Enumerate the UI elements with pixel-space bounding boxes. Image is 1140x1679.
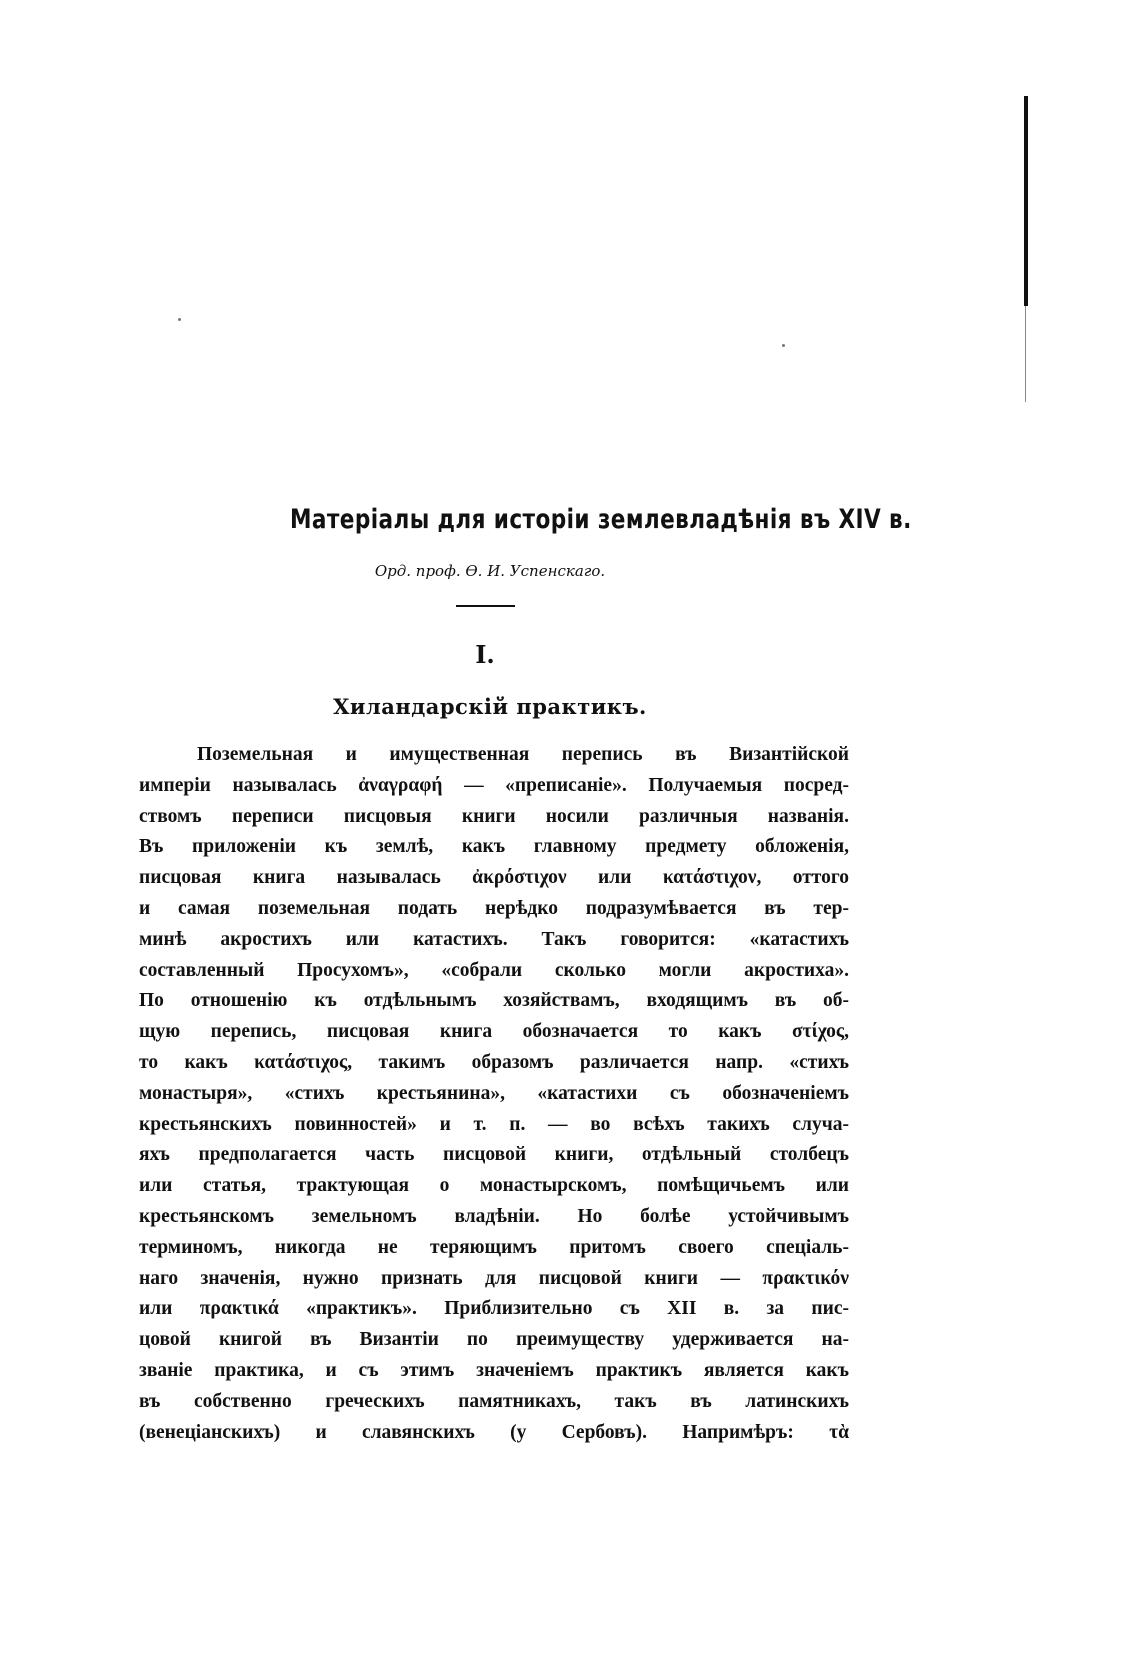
paragraph-line: Въ приложеніи къ землѣ, какъ главному предмету обложенія, [139,836,849,858]
paragraph-line: крестьянскихъ повинностей» и т. п. — во всѣхъ такихъ случа- [139,1113,849,1135]
paragraph-line: яхъ предполагается часть писцовой книги, отдѣльный столбецъ [139,1144,849,1166]
paragraph-line: или статья, трактующая о монастырскомъ, помѣщичьемъ или [139,1175,849,1197]
paragraph-line: ствомъ переписи писцовыя книги носили различныя названія. [139,805,849,827]
paragraph-line: (венеціанскихъ) и славянскихъ (у Сербовъ). Напримѣръ: τὰ [139,1421,849,1443]
paragraph-line: въ собственно греческихъ памятникахъ, такъ въ латинскихъ [139,1390,849,1412]
scan-speck [782,344,785,347]
paragraph-line: По отношенію къ отдѣльнымъ хозяйствамъ, входящимъ въ об- [139,990,849,1012]
paragraph-line: писцовая книга называлась ἀκρόστιχον или κατάστιχον, оттого [139,867,849,889]
paragraph-line: терминомъ, никогда не теряющимъ притомъ своего спеціаль- [139,1236,849,1258]
paragraph-line: минѣ акростихъ или катастихъ. Такъ говорится: «катастихъ [139,928,849,950]
paragraph-line: то какъ κατάστιχος, такимъ образомъ различается напр. «стихъ [139,1051,849,1073]
paragraph-line: Поземельная и имущественная перепись въ Византійской [197,744,849,765]
paragraph-line: щую перепись, писцовая книга обозначается то какъ στίχος, [139,1021,849,1043]
binding-edge-line [1025,306,1026,402]
section-number: I. [475,640,495,669]
paragraph-line: монастыря», «стихъ крестьянина», «катастихи съ обозначеніемъ [139,1082,849,1104]
page-title: Матеріалы для исторіи землевладѣнія въ XIV в. [290,504,912,535]
paragraph-line: имперіи называлась ἀναγραφή — «преписаніе». Получаемыя посред- [139,774,849,796]
title-divider [456,605,515,607]
paragraph-line: наго значенія, нужно признать для писцовой книги — πρακτικόν [139,1267,849,1289]
paragraph-line: цовой книгой въ Византіи по преимуществу удерживается на- [139,1329,849,1351]
body-paragraph [139,740,849,1448]
paragraph-line: крестьянскомъ земельномъ владѣніи. Но болѣе устойчивымъ [139,1205,849,1227]
binding-edge-mark [1024,96,1028,306]
scan-speck [178,318,181,321]
paragraph-line: или πρακτικά «практикъ». Приблизительно съ XII в. за пис- [139,1298,849,1320]
paragraph-line: составленный Просухомъ», «собрали сколько могли акростиха». [139,959,849,981]
section-title: Хиландарскій практикъ. [333,694,647,719]
paragraph-line: и самая поземельная подать нерѣдко подразумѣвается въ тер- [139,897,849,919]
paragraph-line: званіе практика, и съ этимъ значеніемъ практикъ является какъ [139,1359,849,1381]
author-line: Орд. проф. Ѳ. И. Успенскаго. [374,562,606,580]
